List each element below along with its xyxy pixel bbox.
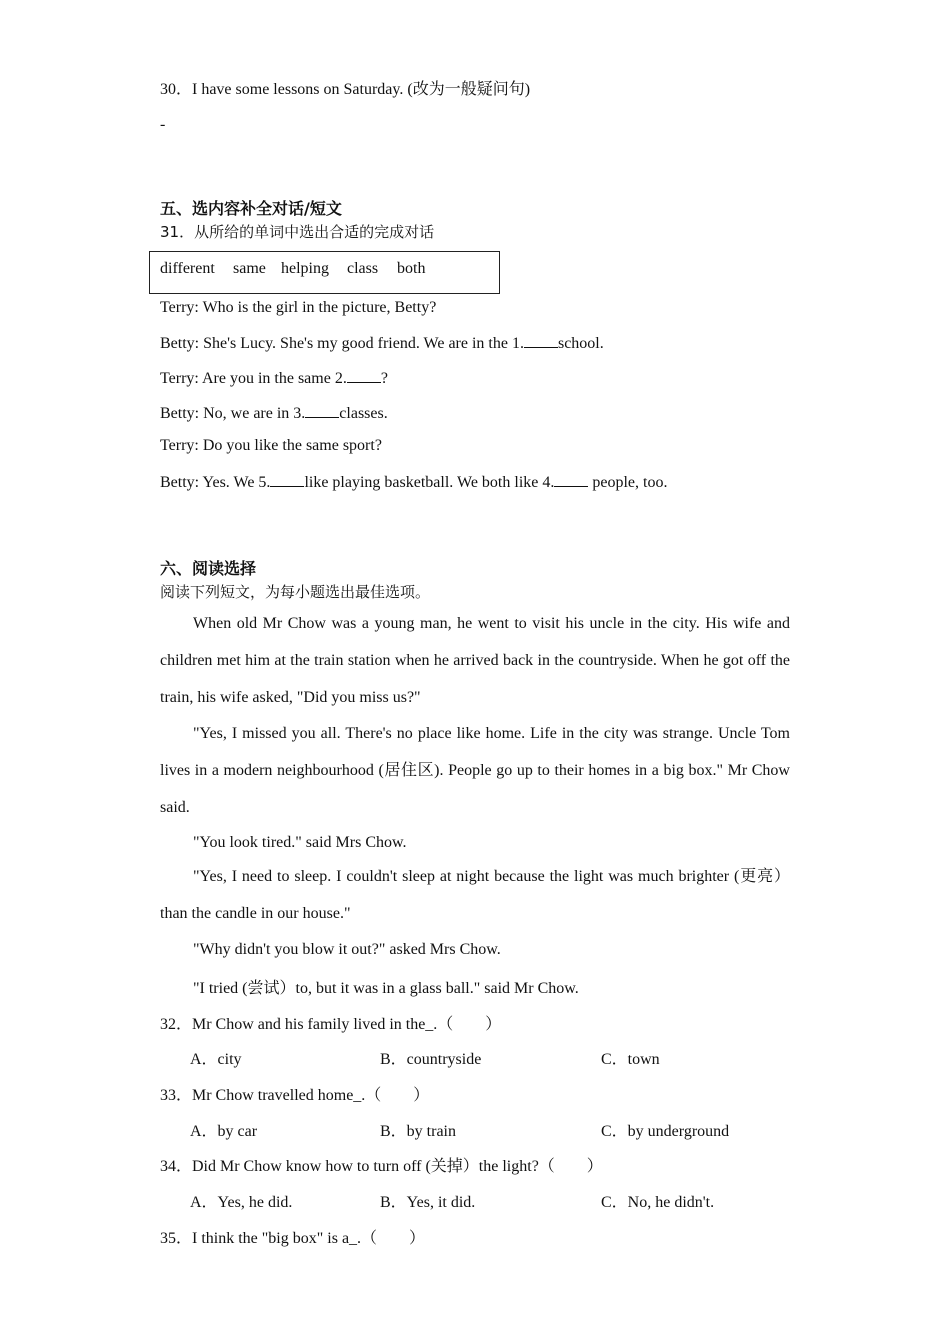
passage-paragraph: "Yes, I missed you all. There's no place like home. Life in the city was strange. Uncle Tom lives in a modern neighbourhood (居住区). People go up to their homes in a big box." Mr Chow said. [160,725,790,816]
question-32: 32．Mr Chow and his family lived in the_.（ ） [160,1016,502,1033]
passage-paragraph: "Why didn't you blow it out?" asked Mrs Chow. [193,941,501,958]
dialog-line: Betty: Yes. We 5. like playing basketball. We both like 4. people, too. [160,474,668,491]
question-35: 35．I think the "big box" is a_.（ ） [160,1230,426,1247]
word-option: helping [281,260,329,277]
fill-blank[interactable] [347,368,381,383]
dialog-line: Terry: Do you like the same sport? [160,437,382,454]
option-a[interactable]: A．city [190,1051,242,1068]
reading-instruction: 阅读下列短文，为每小题选出最佳选项。 [160,583,431,601]
word-option: same [233,260,266,277]
fill-blank[interactable] [524,333,558,348]
fill-blank[interactable] [305,403,339,418]
option-c[interactable]: C．by underground [601,1123,730,1140]
section-5-heading: 五、选内容补全对话/短文 [160,199,342,218]
passage-paragraph: "I tried (尝试）to, but it was in a glass ball." said Mr Chow. [193,980,579,997]
fill-blank[interactable] [554,472,588,487]
dialog-line: Betty: No, we are in 3. classes. [160,405,388,422]
passage-paragraph: "You look tired." said Mrs Chow. [193,834,407,851]
passage-paragraph: "Yes, I need to sleep. I couldn't sleep at night because the light was much brighter (更亮）than the candle in our house." [160,868,790,922]
question-34: 34．Did Mr Chow know how to turn off (关掉）the light?（ ） [160,1158,603,1175]
dialog-line: Terry: Who is the girl in the picture, Betty? [160,299,437,316]
word-option: both [397,260,426,277]
option-b[interactable]: B．Yes, it did. [380,1194,476,1211]
option-a[interactable]: A．by car [190,1123,258,1140]
question-31: 31．从所给的单词中选出合适的完成对话 [160,223,435,241]
word-option: different [160,260,215,277]
answer-line: - [160,116,166,133]
word-option: class [347,260,379,277]
dialog-line: Betty: She's Lucy. She's my good friend. We are in the 1. school. [160,335,604,352]
passage-paragraph: When old Mr Chow was a young man, he went to visit his uncle in the city. His wife and children met him at the train station when he arrived back in the countryside. When he got off the train, his wife asked, "Did you miss us?" [160,615,790,706]
option-c[interactable]: C．No, he didn't. [601,1194,715,1211]
option-c[interactable]: C．town [601,1051,660,1068]
question-33: 33．Mr Chow travelled home_.（ ） [160,1087,430,1104]
dialog-line: Terry: Are you in the same 2. ? [160,370,388,387]
section-6-heading: 六、阅读选择 [160,559,257,578]
option-a[interactable]: A．Yes, he did. [190,1194,293,1211]
option-b[interactable]: B．by train [380,1123,456,1140]
fill-blank[interactable] [270,472,304,487]
question-30: 30．I have some lessons on Saturday. (改为一般疑问句) [160,81,531,98]
option-b[interactable]: B．countryside [380,1051,482,1068]
